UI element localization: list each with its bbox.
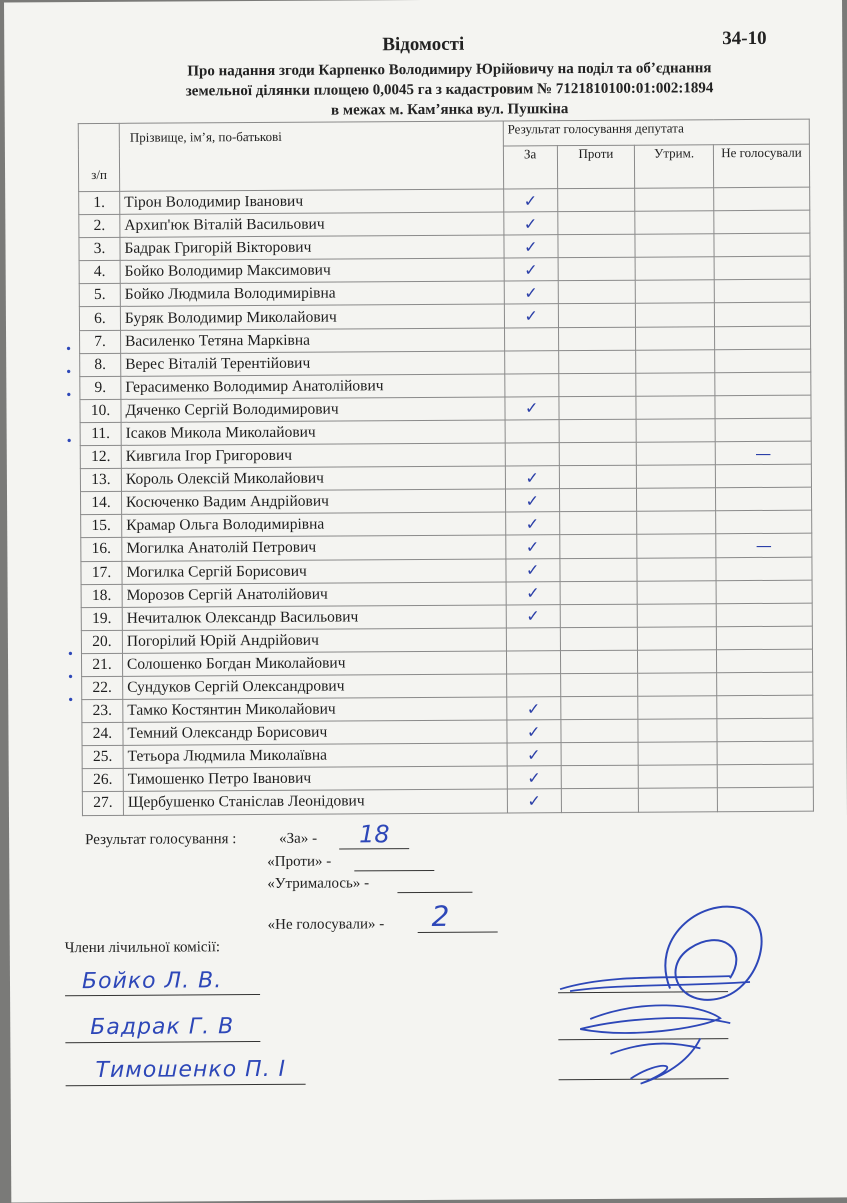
- row-name: Ісаков Микола Миколайович: [121, 420, 505, 445]
- vote-ne: [716, 603, 812, 627]
- vote-ne: [717, 764, 813, 788]
- row-name: Архип'юк Віталій Васильович: [120, 212, 504, 237]
- row-name: Косюченко Вадим Андрійович: [121, 489, 505, 514]
- row-name: Могилка Анатолій Петрович: [122, 535, 506, 560]
- vote-utrym: [635, 234, 714, 258]
- vote-utrym: [638, 627, 717, 651]
- vote-proty: [561, 742, 639, 766]
- vote-proty: [559, 396, 637, 420]
- result-proty-line: [354, 870, 434, 871]
- vote-za: ✓: [504, 304, 558, 327]
- vote-za: ✓: [504, 212, 558, 235]
- row-name: Тірон Володимир Іванович: [120, 189, 504, 214]
- result-za-value: 18: [359, 820, 390, 849]
- vote-utrym: [635, 188, 714, 212]
- vote-utrym: [636, 372, 715, 396]
- vote-za: ✓: [507, 743, 561, 766]
- vote-proty: [558, 281, 636, 305]
- vote-utrym: [638, 719, 717, 743]
- header-za: За: [503, 146, 557, 189]
- row-number: 12.: [80, 445, 121, 468]
- vote-za: ✓: [504, 281, 558, 304]
- vote-ne: [717, 718, 813, 742]
- vote-utrym: [635, 257, 714, 281]
- row-name: Дяченко Сергій Володимирович: [121, 397, 505, 422]
- vote-za: ✓: [506, 535, 560, 558]
- row-number: 16.: [81, 538, 122, 561]
- pencil-mark: •: [68, 693, 74, 709]
- vote-utrym: [636, 419, 715, 443]
- vote-ne: [715, 464, 811, 488]
- row-number: 23.: [82, 699, 123, 722]
- vote-ne: [717, 672, 813, 696]
- vote-za: [506, 627, 560, 650]
- vote-proty: [559, 488, 637, 512]
- row-number: 15.: [81, 515, 122, 538]
- row-name: Верес Віталій Терентійович: [121, 351, 505, 376]
- row-number: 17.: [81, 561, 122, 584]
- commission-member: Тимошенко П. І: [95, 1056, 287, 1084]
- result-utrym-label: «Утрималось» -: [267, 875, 370, 892]
- vote-utrym: [637, 511, 716, 535]
- vote-proty: [558, 304, 636, 328]
- row-number: 8.: [80, 353, 121, 376]
- subtitle-line: Про надання згоди Карпенко Володимиру Юрійовичу на поділ та об’єднання: [187, 60, 712, 80]
- table-row: [82, 788, 813, 816]
- row-name: Темний Олександр Борисович: [123, 720, 507, 745]
- vote-proty: [560, 650, 638, 674]
- vote-za: [505, 443, 559, 466]
- row-name: Герасименко Володимир Анатолійович: [121, 374, 505, 399]
- vote-ne: [714, 233, 810, 257]
- vote-za: [506, 651, 560, 674]
- vote-proty: [558, 350, 636, 374]
- signature-scribble: [549, 878, 790, 1099]
- document-subtitle: [64, 57, 834, 122]
- commission-line: [66, 1084, 306, 1086]
- row-number: 3.: [79, 238, 120, 261]
- result-ne-line: [418, 932, 498, 933]
- result-ne-value: 2: [431, 899, 450, 933]
- row-number: 21.: [81, 653, 122, 676]
- vote-proty: [558, 257, 636, 281]
- vote-ne: [717, 741, 813, 765]
- vote-ne: [717, 788, 813, 812]
- vote-za: [506, 674, 560, 697]
- vote-utrym: [635, 211, 714, 235]
- commission-label: Члени лічильної комісії:: [64, 939, 221, 957]
- vote-ne: [716, 580, 812, 604]
- vote-proty: [560, 604, 638, 628]
- vote-ne: [715, 349, 811, 373]
- vote-proty: [559, 465, 637, 489]
- row-name: Тимошенко Петро Іванович: [123, 766, 507, 791]
- result-proty-label: «Проти» -: [267, 853, 332, 870]
- row-number: 22.: [82, 676, 123, 699]
- row-number: 20.: [81, 630, 122, 653]
- vote-proty: [558, 234, 636, 258]
- vote-utrym: [636, 303, 715, 327]
- row-number: 24.: [82, 723, 123, 746]
- result-label: Результат голосування :: [85, 831, 237, 849]
- row-name: Василенко Тетяна Марківна: [120, 328, 504, 353]
- vote-za: ✓: [505, 512, 559, 535]
- row-number: 5.: [79, 284, 120, 307]
- vote-za: [505, 420, 559, 443]
- vote-utrym: [637, 442, 716, 466]
- vote-proty: [557, 211, 635, 235]
- vote-ne: [714, 210, 810, 234]
- vote-utrym: [636, 280, 715, 304]
- row-number: 19.: [81, 607, 122, 630]
- row-number: 2.: [79, 214, 120, 237]
- vote-za: ✓: [506, 604, 560, 627]
- vote-proty: [559, 442, 637, 466]
- row-name: Могилка Сергій Борисович: [122, 559, 506, 584]
- voting-table: [78, 119, 814, 816]
- row-name: Тамко Костянтин Миколайович: [123, 697, 507, 722]
- row-name: Нечиталюк Олександр Васильович: [122, 605, 506, 630]
- result-ne-label: «Не голосували» -: [267, 916, 385, 933]
- subtitle-line: в межах м. Кам’янка вул. Пушкіна: [330, 101, 569, 119]
- vote-za: ✓: [505, 489, 559, 512]
- header-number: з/п: [78, 123, 119, 191]
- vote-ne: [716, 487, 812, 511]
- row-number: 6.: [79, 307, 120, 330]
- commission-line: [65, 1041, 260, 1043]
- row-name: Король Олексій Миколайович: [121, 466, 505, 491]
- row-number: 18.: [81, 584, 122, 607]
- vote-za: [504, 327, 558, 350]
- row-name: Солошенко Богдан Миколайович: [122, 651, 506, 676]
- vote-ne: [715, 326, 811, 350]
- header-proty: Проти: [557, 145, 635, 188]
- pencil-mark: •: [68, 670, 74, 686]
- vote-utrym: [639, 788, 718, 812]
- subtitle-line: земельної ділянки площею 0,0045 га з кадастровим № 7121810100:01:002:1894: [185, 80, 714, 100]
- row-name: Бойко Володимир Максимович: [120, 258, 504, 283]
- vote-proty: [559, 535, 637, 559]
- vote-proty: [559, 512, 637, 536]
- vote-za: ✓: [507, 766, 561, 789]
- vote-za: ✓: [505, 397, 559, 420]
- commission-line: [65, 994, 260, 996]
- vote-proty: [557, 188, 635, 212]
- row-name: Погорілий Юрій Андрійович: [122, 628, 506, 653]
- header-result: Результат голосування депутата: [503, 119, 809, 146]
- pencil-mark: •: [66, 388, 72, 404]
- vote-ne: [716, 557, 812, 581]
- result-utrym-line: [397, 892, 472, 893]
- row-number: 26.: [82, 769, 123, 792]
- vote-utrym: [637, 465, 716, 489]
- vote-proty: [560, 627, 638, 651]
- vote-utrym: [637, 488, 716, 512]
- row-name: Бойко Людмила Володимирівна: [120, 281, 504, 306]
- header-utrym: Утрим.: [635, 145, 714, 188]
- commission-member: Бадрак Г. В: [90, 1014, 235, 1041]
- vote-za: ✓: [507, 697, 561, 720]
- row-number: 4.: [79, 261, 120, 284]
- vote-za: ✓: [506, 558, 560, 581]
- vote-utrym: [637, 534, 716, 558]
- vote-ne: [717, 695, 813, 719]
- row-number: 14.: [80, 492, 121, 515]
- vote-ne: [716, 649, 812, 673]
- row-number: 1.: [79, 191, 120, 214]
- row-number: 10.: [80, 399, 121, 422]
- pencil-mark: •: [66, 365, 72, 381]
- row-number: 27.: [82, 792, 123, 815]
- document-number: 34-10: [722, 27, 767, 50]
- vote-za: ✓: [504, 258, 558, 281]
- vote-za: ✓: [507, 720, 561, 743]
- document-title: Відомості: [382, 33, 465, 56]
- vote-proty: [560, 581, 638, 605]
- vote-za: ✓: [505, 466, 559, 489]
- vote-utrym: [637, 580, 716, 604]
- vote-ne: [714, 256, 810, 280]
- vote-proty: [560, 696, 638, 720]
- vote-za: [504, 350, 558, 373]
- vote-ne: [715, 372, 811, 396]
- header-name: Прізвище, ім’я, по-батькові: [119, 121, 503, 191]
- vote-ne: —: [715, 441, 811, 465]
- vote-ne: [714, 303, 810, 327]
- vote-ne: [714, 280, 810, 304]
- vote-za: [505, 373, 559, 396]
- vote-utrym: [637, 557, 716, 581]
- pencil-mark: •: [66, 342, 72, 358]
- vote-proty: [561, 719, 639, 743]
- vote-ne: [714, 187, 810, 211]
- pencil-mark: •: [66, 434, 72, 450]
- vote-za: ✓: [503, 189, 557, 212]
- commission-member: Бойко Л. В.: [81, 968, 223, 995]
- vote-ne: [715, 395, 811, 419]
- vote-utrym: [638, 650, 717, 674]
- header-ne: Не голосували: [713, 144, 809, 188]
- row-number: 11.: [80, 422, 121, 445]
- row-name: Кивгила Ігор Григорович: [121, 443, 505, 468]
- vote-za: ✓: [504, 235, 558, 258]
- row-number: 9.: [80, 376, 121, 399]
- row-name: Буряк Володимир Миколайович: [120, 304, 504, 329]
- vote-utrym: [636, 349, 715, 373]
- pencil-mark: •: [67, 647, 73, 663]
- vote-utrym: [638, 696, 717, 720]
- row-number: 7.: [80, 330, 121, 353]
- vote-ne: [716, 626, 812, 650]
- vote-proty: [561, 789, 639, 813]
- vote-proty: [560, 558, 638, 582]
- vote-proty: [560, 673, 638, 697]
- vote-proty: [558, 327, 636, 351]
- vote-ne: [716, 510, 812, 534]
- vote-za: ✓: [507, 789, 561, 812]
- vote-proty: [558, 373, 636, 397]
- vote-utrym: [638, 742, 717, 766]
- vote-utrym: [636, 326, 715, 350]
- row-name: Бадрак Григорій Вікторович: [120, 235, 504, 260]
- vote-utrym: [638, 673, 717, 697]
- row-name: Крамар Ольга Володимирівна: [122, 512, 506, 537]
- vote-proty: [561, 766, 639, 790]
- row-name: Морозов Сергій Анатолійович: [122, 582, 506, 607]
- vote-ne: —: [716, 534, 812, 558]
- vote-utrym: [638, 603, 717, 627]
- row-name: Щербушенко Станіслав Леонідович: [123, 789, 507, 814]
- vote-ne: [715, 418, 811, 442]
- row-name: Сундуков Сергій Олександрович: [123, 674, 507, 699]
- row-number: 13.: [80, 468, 121, 491]
- vote-utrym: [636, 396, 715, 420]
- vote-utrym: [638, 765, 717, 789]
- row-name: Тетьора Людмила Миколаївна: [123, 743, 507, 768]
- row-number: 25.: [82, 746, 123, 769]
- result-za-label: «За» -: [279, 830, 318, 847]
- document-sheet: [4, 0, 847, 1203]
- vote-proty: [559, 419, 637, 443]
- vote-za: ✓: [506, 581, 560, 604]
